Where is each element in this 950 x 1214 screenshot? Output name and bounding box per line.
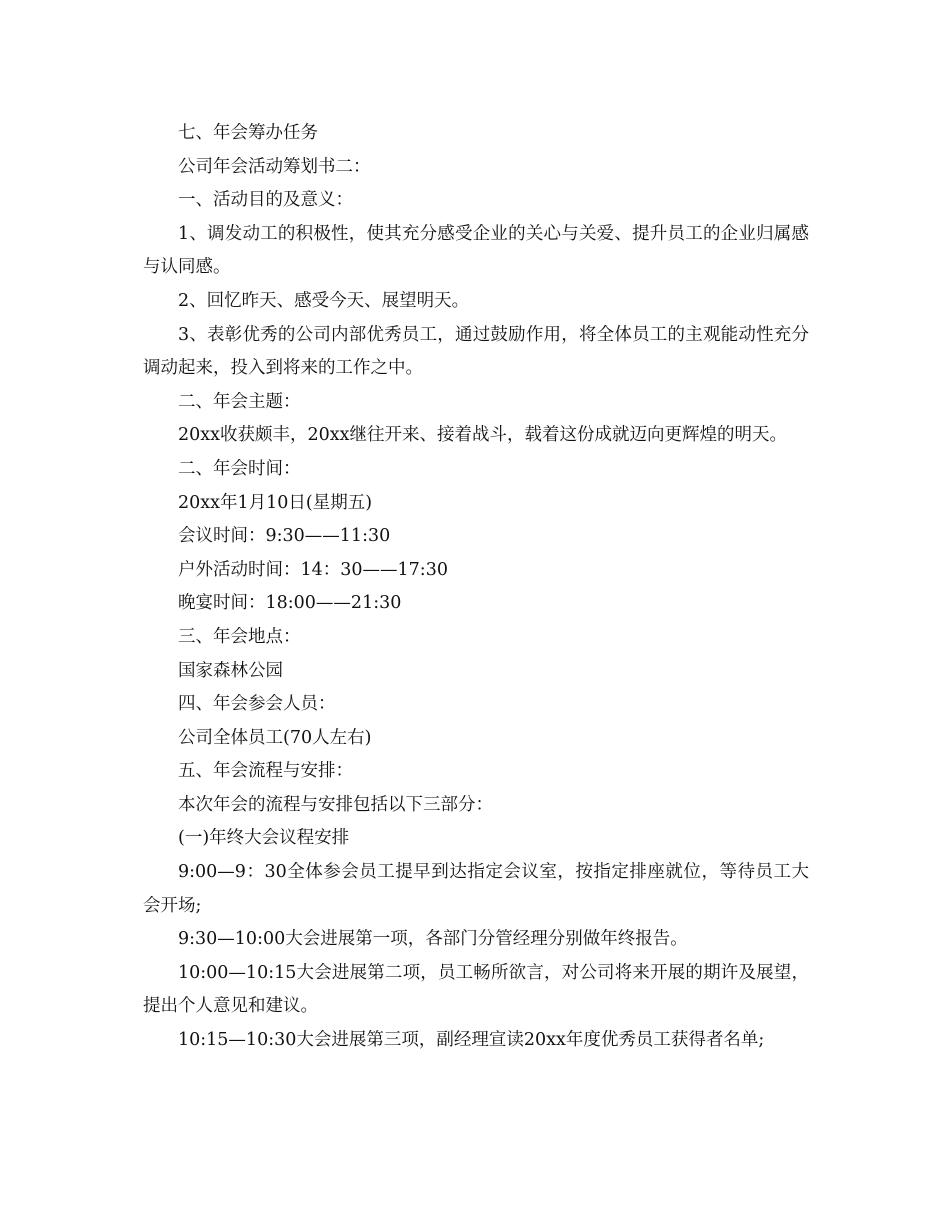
agenda-item-1: 9:00—9：30全体参会员工提早到达指定会议室，按指定排座就位，等待员工大会开场; (143, 862, 809, 916)
purpose-item-3: 3、表彰优秀的公司内部优秀员工，通过鼓励作用，将全体员工的主观能动性充分调动起来，投入到将来的工作之中。 (143, 324, 809, 379)
document-body (143, 117, 809, 1058)
section-heading-process: 五、年会流程与安排： (178, 761, 353, 782)
meeting-time: 会议时间：9:30——11:30 (178, 526, 391, 547)
section-heading-time: 二、年会时间： (178, 458, 301, 479)
event-date: 20xx年1月10日(星期五) (178, 492, 373, 513)
section-heading-location: 三、年会地点： (178, 626, 301, 647)
location-text: 国家森林公园 (178, 660, 283, 681)
agenda-item-3: 10:00—10:15大会进展第二项，员工畅所欲言，对公司将来开展的期许及展望，提出个人意见和建议。 (143, 962, 809, 1017)
agenda-heading: (一)年终大会议程安排 (178, 828, 350, 849)
purpose-item-2: 2、回忆昨天、感受今天、展望明天。 (178, 290, 470, 311)
purpose-item-1: 1、调发动工的积极性，使其充分感受企业的关心与关爱、提升员工的企业归属感与认同感。 (143, 223, 809, 278)
outdoor-activity-time: 户外活动时间：14：30——17:30 (178, 559, 448, 580)
section-heading-attendees: 四、年会参会人员： (178, 694, 336, 715)
process-intro: 本次年会的流程与安排包括以下三部分： (178, 794, 493, 815)
attendees-text: 公司全体员工(70人左右) (178, 727, 372, 748)
agenda-item-4: 10:15—10:30大会进展第三项，副经理宣读20xx年度优秀员工获得者名单; (178, 1030, 765, 1051)
section-heading-tasks: 七、年会筹办任务 (178, 123, 318, 143)
plan-title: 公司年会活动筹划书二： (178, 156, 371, 177)
dinner-time: 晚宴时间：18:00——21:30 (178, 593, 402, 614)
section-heading-theme: 二、年会主题： (178, 391, 301, 412)
agenda-item-2: 9:30—10:00大会进展第一项，各部门分管经理分别做年终报告。 (178, 929, 688, 950)
theme-text: 20xx收获颇丰，20xx继往开来、接着战斗，载着这份成就迈向更辉煌的明天。 (178, 425, 788, 446)
section-heading-purpose: 一、活动目的及意义： (178, 190, 353, 211)
